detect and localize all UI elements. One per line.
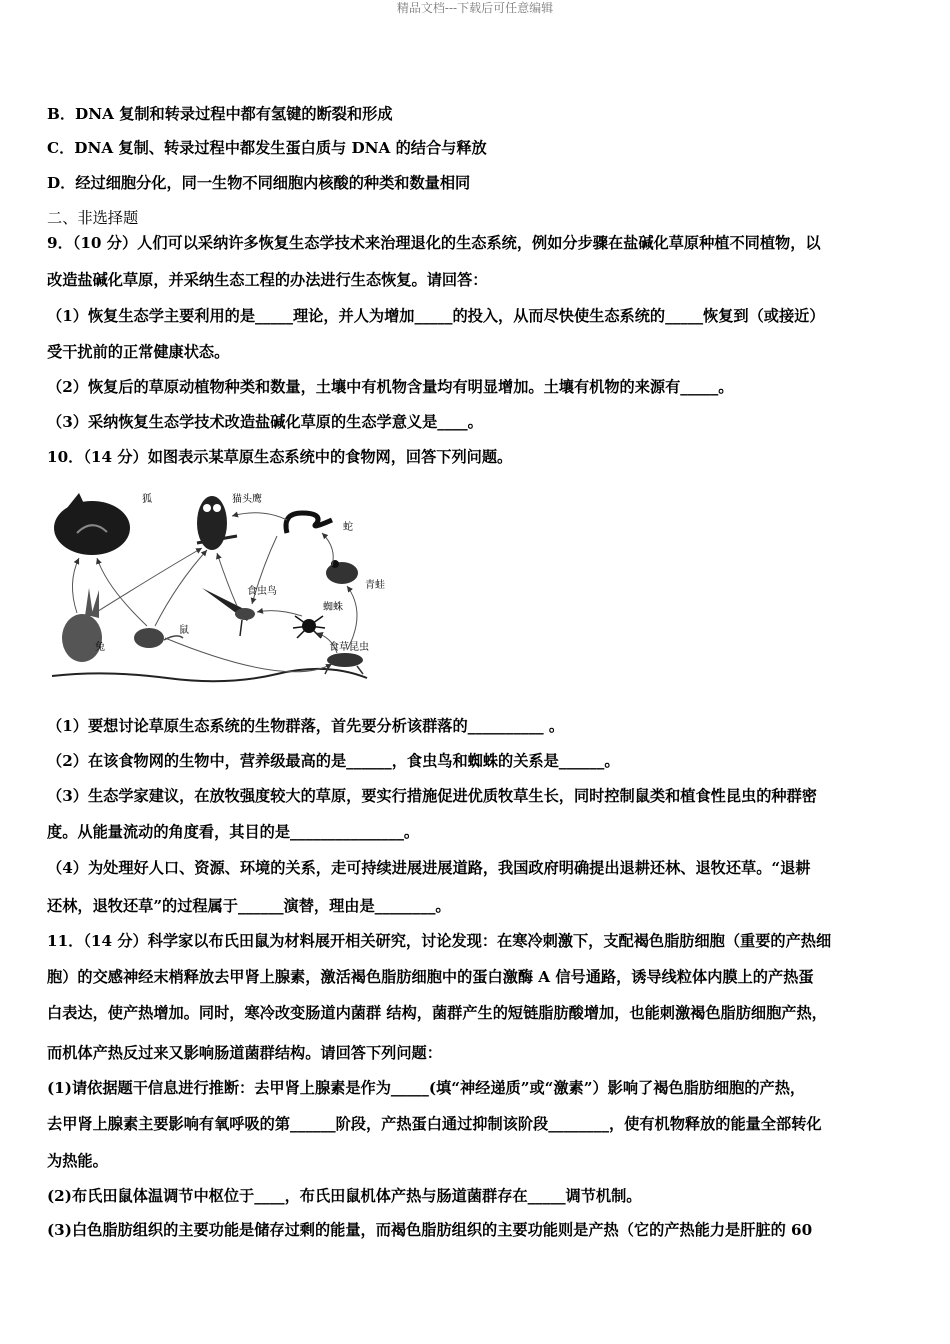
watermark: 精品文档---下载后可任意编辑 — [396, 1, 554, 15]
q11-part1-c: 为热能。 — [47, 1152, 108, 1170]
q11-part1-b: 去甲肾上腺素主要影响有氧呼吸的第______阶段，产热蛋白通过抑制该阶段________，使有机物释放的能量全部转化 — [47, 1115, 822, 1133]
label-frog: 青蛙 — [365, 580, 385, 591]
q9-part1-b: 受干扰前的正常健康状态。 — [47, 343, 230, 361]
q11-stem-4: 而机体产热反过来又影响肠道菌群结构。请回答下列问题： — [47, 1044, 442, 1062]
q10-part3-b: 度。从能量流动的角度看，其目的是_______________。 — [47, 823, 420, 841]
q11-stem-1: 11．（14 分）科学家以布氏田鼠为材料展开相关研究，讨论发现：在寒冷刺激下，支配褐色脂肪细胞（重要的产热细 — [47, 932, 832, 950]
q9-part3: （3）采纳恢复生态学技术改造盐碱化草原的生态学意义是____。 — [47, 413, 483, 431]
mouse-icon — [134, 628, 183, 648]
frog-icon — [326, 560, 358, 584]
q9-stem-2: 改造盐碱化草原，并采纳生态工程的办法进行生态恢复。请回答： — [47, 271, 488, 289]
q11-stem-3: 白表达，使产热增加。同时，寒冷改变肠道内菌群 结构，菌群产生的短链脂肪酸增加，也能刺激褐色脂肪细胞产热， — [47, 1004, 827, 1022]
owl-icon — [197, 496, 237, 550]
option-c: C．DNA 复制、转录过程中都发生蛋白质与 DNA 的结合与释放 — [47, 139, 487, 157]
label-rabbit: 兔 — [95, 642, 105, 653]
option-d: D．经过细胞分化，同一生物不同细胞内核酸的种类和数量相同 — [47, 174, 471, 192]
q11-part3: (3)白色脂肪组织的主要功能是储存过剩的能量，而褐色脂肪组织的主要功能则是产热（它的产热能力是肝脏的 60 — [47, 1221, 813, 1239]
snake-icon — [286, 513, 332, 533]
fox-icon — [54, 493, 130, 555]
label-insect: 食草昆虫 — [329, 642, 369, 653]
section-heading: 二、非选择题 — [47, 209, 139, 227]
label-fox: 狐 — [142, 494, 152, 505]
q11-stem-2: 胞）的交感神经末梢释放去甲肾上腺素，激活褐色脂肪细胞中的蛋白激酶 A 信号通路，诱导线粒体内膜上的产热蛋 — [47, 968, 814, 986]
q10-part3-a: （3）生态学家建议，在放牧强度较大的草原，要实行措施促进优质牧草生长，同时控制鼠类和植食性昆虫的种群密 — [47, 787, 817, 805]
option-b: B．DNA 复制和转录过程中都有氢键的断裂和形成 — [47, 105, 393, 123]
q11-part1-a: (1)请依据题干信息进行推断：去甲肾上腺素是作为_____(填“神经递质”或“激素”）影响了褐色脂肪细胞的产热， — [47, 1079, 806, 1097]
label-spider: 蜘蛛 — [323, 602, 343, 613]
label-snake: 蛇 — [343, 522, 353, 533]
food-web-diagram — [47, 488, 385, 688]
food-web-figure — [47, 488, 385, 688]
label-bird: 食虫鸟 — [247, 586, 277, 597]
q9-stem-1: 9．（10 分）人们可以采纳许多恢复生态学技术来治理退化的生态系统，例如分步骤在盐碱化草原种植不同植物，以 — [47, 234, 821, 252]
label-owl: 猫头鹰 — [232, 494, 262, 505]
q11-part2: (2)布氏田鼠体温调节中枢位于____，布氏田鼠机体产热与肠道菌群存在_____调节机制。 — [47, 1187, 642, 1205]
q10-part4-b: 还林，退牧还草”的过程属于______演替，理由是________。 — [47, 897, 451, 915]
q10-stem: 10．（14 分）如图表示某草原生态系统中的食物网，回答下列问题。 — [47, 448, 513, 466]
q10-part4-a: （4）为处理好人口、资源、环境的关系，走可持续进展进展道路，我国政府明确提出退耕还林、退牧还草。“退耕 — [47, 859, 811, 877]
q10-part2: （2）在该食物网的生物中，营养级最高的是______，食虫鸟和蜘蛛的关系是______。 — [47, 752, 620, 770]
q9-part1-a: （1）恢复生态学主要利用的是_____理论，并人为增加_____的投入，从而尽快使生态系统的_____恢复到（或接近） — [47, 307, 825, 325]
q9-part2: （2）恢复后的草原动植物种类和数量，土壤中有机物含量均有明显增加。土壤有机物的来源有_____。 — [47, 378, 734, 396]
label-mouse: 鼠 — [179, 625, 189, 636]
q10-part1: （1）要想讨论草原生态系统的生物群落，首先要分析该群落的__________ 。 — [47, 717, 565, 735]
